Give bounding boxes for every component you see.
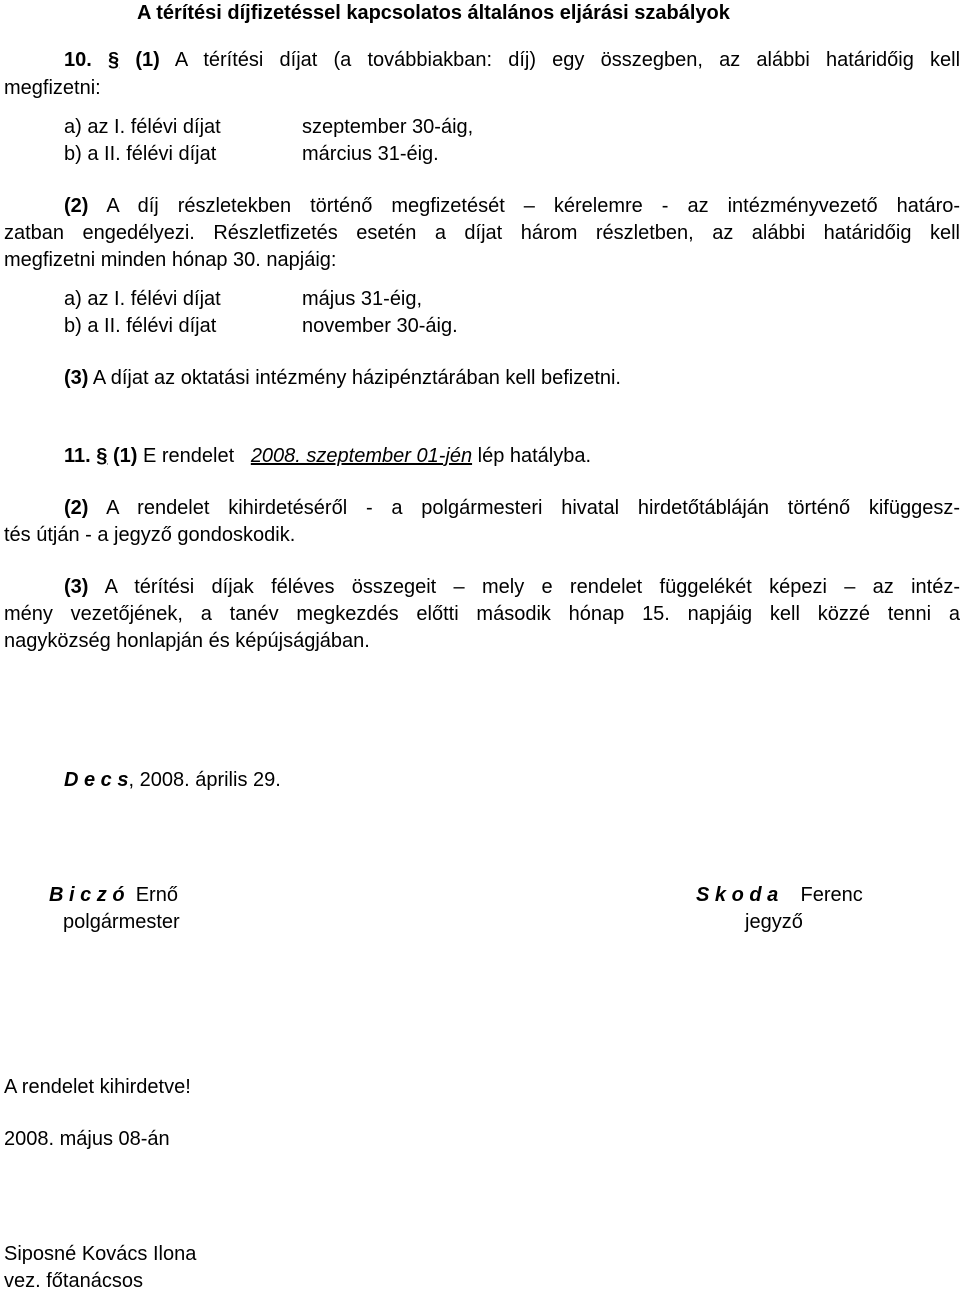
installment-label: b) a II. félévi díjat [64,315,217,337]
section-10-paragraph-1-line-1 [64,47,960,73]
installment-label: a) az I. félévi díjat [64,288,221,310]
notary-role: jegyző [745,911,803,933]
section-11-paragraph-1 [64,443,591,469]
section-11-paragraph-3-line-3: nagyközség honlapján és képújságjában. [4,630,370,652]
signing-date: , 2008. április 29. [128,769,281,791]
place-name: D e c s [64,769,129,791]
section-sign: § [96,445,108,467]
announcement-date: 2008. május 08-án [4,1128,170,1150]
paragraph-text: A díjat az oktatási intézmény házipénztárában kell befizetni. [92,367,621,389]
paragraph-text: A térítési díjak féléves összegeit – mely e rendelet függelékét képezi – az intéz- [104,576,960,598]
section-10-paragraph-2-line-1 [64,193,960,219]
section-11-paragraph-2-line-2: tés útján - a jegyző gondoskodik. [4,524,296,546]
paragraph-text: lép hatályba. [477,445,592,467]
paragraph-text: A térítési díjat (a továbbiakban: díj) egy összegben, az alábbi határidőig kell [174,49,960,71]
paragraph-number: (3) [64,367,89,389]
section-sign: § [108,49,120,71]
notary-surname: S k o d a [696,884,779,906]
paragraph-number: (1) [112,445,138,467]
section-10-paragraph-2-line-3: megfizetni minden hónap 30. napjáig: [4,249,337,271]
announcer-name: Siposné Kovács Ilona [4,1243,197,1265]
section-11-paragraph-3-line-2: mény vezetőjének, a tanév megkezdés előtti második hónap 15. napjáig kell közzé tenni a [4,603,960,625]
paragraph-number: (1) [135,49,160,71]
section-11-paragraph-2-line-1 [64,495,960,521]
notary-given-name: Ferenc [800,884,863,906]
announcement-text: A rendelet kihirdetve! [4,1076,191,1098]
notary-name [696,882,863,908]
section-11-number: 11. [64,445,91,467]
deadline-label: b) a II. félévi díjat [64,143,217,165]
page-title: A térítési díjfizetéssel kapcsolatos általános eljárási szabályok [137,2,730,24]
effective-date: 2008. szeptember 01-jén [250,445,473,467]
mayor-surname: B i c z ó [49,884,125,906]
paragraph-text: A rendelet kihirdetéséről - a polgármesteri hivatal hirdetőtábláján történő kifüggesz- [106,497,960,519]
paragraph-text: E rendelet [142,445,235,467]
paragraph-number: (2) [64,497,89,519]
paragraph-text: A díj részletekben történő megfizetését – kérelemre - az intézményvezető határo- [106,195,960,217]
place-date [64,767,281,793]
paragraph-number: (3) [64,576,89,598]
section-10-number: 10. [64,49,92,71]
section-10-paragraph-2-line-2: zatban engedélyezi. Részletfizetés esetén a díjat három részletben, az alábbi határidőig kell [4,222,960,244]
section-10-paragraph-1-line-2: megfizetni: [4,77,101,99]
section-11-paragraph-3-line-1 [64,574,960,600]
section-10-paragraph-3 [64,365,621,391]
deadline-label: a) az I. félévi díjat [64,116,221,138]
installment-date: november 30-áig. [302,315,458,337]
mayor-name [49,882,178,908]
announcer-role: vez. főtanácsos [4,1270,143,1292]
deadline-date: szeptember 30-áig, [302,116,474,138]
paragraph-number: (2) [64,195,89,217]
mayor-given-name: Ernő [135,884,178,906]
installment-date: május 31-éig, [302,288,423,310]
mayor-role: polgármester [63,911,180,933]
deadline-date: március 31-éig. [302,143,439,165]
